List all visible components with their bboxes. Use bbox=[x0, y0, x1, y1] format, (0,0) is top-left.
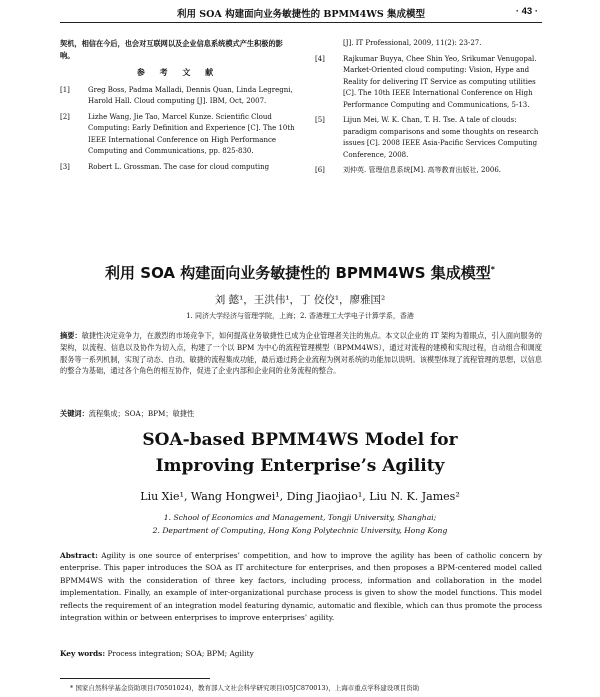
funding-mark: * bbox=[490, 265, 495, 274]
authors-english: Liu Xie¹, Wang Hongwei¹, Ding Jiaojiao¹, Liu N. K. James² bbox=[140, 490, 460, 503]
abstract-cn-label: 摘要： bbox=[60, 331, 82, 340]
reference-item bbox=[315, 165, 543, 177]
footnote-rule bbox=[60, 678, 210, 679]
reference-text: Lijun Mei, W. K. Chan, T. H. Tse. A tale of clouds: paradigm comparisons and some thoughts on research issues [C]. 2008 IEEE Asia-Pacific Services Computing Conference, 2008. bbox=[343, 116, 539, 159]
reference-item bbox=[60, 85, 296, 108]
keywords-cn-text: 流程集成；SOA；BPM；敏捷性 bbox=[88, 409, 195, 418]
reference-number: [4] bbox=[315, 54, 325, 63]
abstract-en-label: Abstract: bbox=[60, 551, 98, 560]
article-title-chinese bbox=[40, 262, 560, 283]
affiliations-english bbox=[0, 511, 600, 537]
abstract-en-text: Agility is one source of enterprises’ competition, and how to improve the agility has been of catholic concern by enterprise. This paper introduces the SOA as IT architecture for enterprises, and then proposes a BPM-centered model called BPMM4WS with the consideration of three key factors, including process, information and collaboration in the model implementation. Finally, an example of inter-organizational purchase process is given to show the model functions. This model reflects the requirement of an integration model featuring dynamic, automatic and flexible, which can thus promote the process integration within or between enterprises to improve enterprises’ agility. bbox=[60, 551, 542, 623]
reference-item bbox=[315, 38, 543, 50]
reference-item bbox=[315, 54, 543, 112]
reference-number: [3] bbox=[60, 162, 70, 171]
running-title: 利用 SOA 构建面向业务敏捷性的 BPMM4WS 集成模型 bbox=[176, 9, 426, 20]
abstract-chinese bbox=[60, 330, 542, 377]
title-en-line2: Improving Enterprise’s Agility bbox=[155, 456, 445, 476]
title-en-line1: SOA-based BPMM4WS Model for bbox=[142, 430, 458, 450]
authors-chinese: 刘 懿¹，王洪伟¹，丁 佼佼¹，廖雅国² bbox=[214, 294, 386, 306]
affiliation-en-1: 1. School of Economics and Management, Tongji University, Shanghai; bbox=[163, 513, 437, 522]
keywords-cn-label: 关键词： bbox=[60, 409, 89, 418]
reference-number: [2] bbox=[60, 112, 70, 121]
left-column bbox=[60, 38, 296, 177]
page-number: · 43 · bbox=[515, 6, 538, 17]
reference-item bbox=[60, 162, 296, 174]
reference-text: Lizhe Wang, Jie Tao, Marcel Kunze. Scientific Cloud Computing: Early Definition and Experience [C]. The 10th IEEE International Conference on High Performance Computing and Communications, pp. 825-830. bbox=[88, 112, 295, 155]
reference-item bbox=[60, 112, 296, 158]
reference-number: [5] bbox=[315, 116, 325, 124]
abstract-cn-text: 敏捷性决定竞争力，在激烈的市场竞争下，如何提高业务敏捷性已成为企业管理者关注的焦点。本文以企业的 IT 架构为着眼点，引入面向服务的架构，以流程、信息以及协作为切入点，构建了一个以 BPM 为中心的流程管理模型（BPMM4WS），通过对流程的建模和实现过程，自动组合和调度服务等一系列机制，实现了动态、自动、敏捷的流程集成功能，最后通过跨企业流程为例对系统的功能加以说明。该模型体现了流程管理的思想，以信息的整合为基础，通过各个角色的相互协作，促进了企业内部和企业间的业务流程的整合。 bbox=[60, 331, 542, 376]
reference-text: Greg Boss, Padma Malladi, Dennis Quan, Linda Legregni, Harold Hall. Cloud computing [J]. IBM, Oct, 2007. bbox=[88, 85, 293, 105]
keywords-en-text: Process integration; SOA; BPM; Agility bbox=[107, 649, 254, 658]
keywords-en-label: Key words: bbox=[60, 649, 106, 658]
affiliations-chinese: 1. 同济大学经济与管理学院，上海；2. 香港理工大学电子计算学系，香港 bbox=[186, 312, 414, 320]
right-column bbox=[315, 38, 543, 181]
reference-text: Robert L. Grossman. The case for cloud computing bbox=[88, 162, 270, 171]
title-cn-text: 利用 SOA 构建面向业务敏捷性的 BPMM4WS 集成模型 bbox=[105, 264, 491, 282]
keywords-english bbox=[60, 649, 542, 658]
references-heading: 参 考 文 献 bbox=[136, 67, 220, 77]
affiliation-en-2: 2. Department of Computing, Hong Kong Polytechnic University, Hong Kong bbox=[152, 526, 448, 535]
article-title-english bbox=[0, 427, 600, 479]
reference-number: [1] bbox=[60, 85, 70, 94]
reference-number: [6] bbox=[315, 166, 325, 174]
reference-item bbox=[315, 115, 543, 161]
running-header bbox=[60, 6, 542, 23]
abstract-english bbox=[60, 550, 542, 624]
reference-text: 刘仲英. 管理信息系统[M]. 高等教育出版社, 2006. bbox=[343, 166, 502, 174]
reference-text: Rajkumar Buyya, Chee Shin Yeo, Srikumar Venugopal. Market-Oriented cloud computing: Vision, Hype and Reality for delivering IT Service as computing utilities [C]. The 10th IEEE International Conference on High Performance Computing and Communications, 5-13. bbox=[343, 54, 537, 109]
reference-text: [J]. IT Professional, 2009, 11(2): 23-27. bbox=[343, 39, 482, 47]
funding-footnote: * 国家自然科学基金资助项目(70501024)，教育部人文社会科学研究项目(05JC870013)，上海市重点学科建设项目资助 bbox=[70, 684, 420, 692]
keywords-chinese bbox=[60, 409, 542, 419]
previous-article-conclusion: 契机，相信在今后，也会对互联网以及企业信息系统模式产生积极的影响。 bbox=[60, 39, 283, 60]
